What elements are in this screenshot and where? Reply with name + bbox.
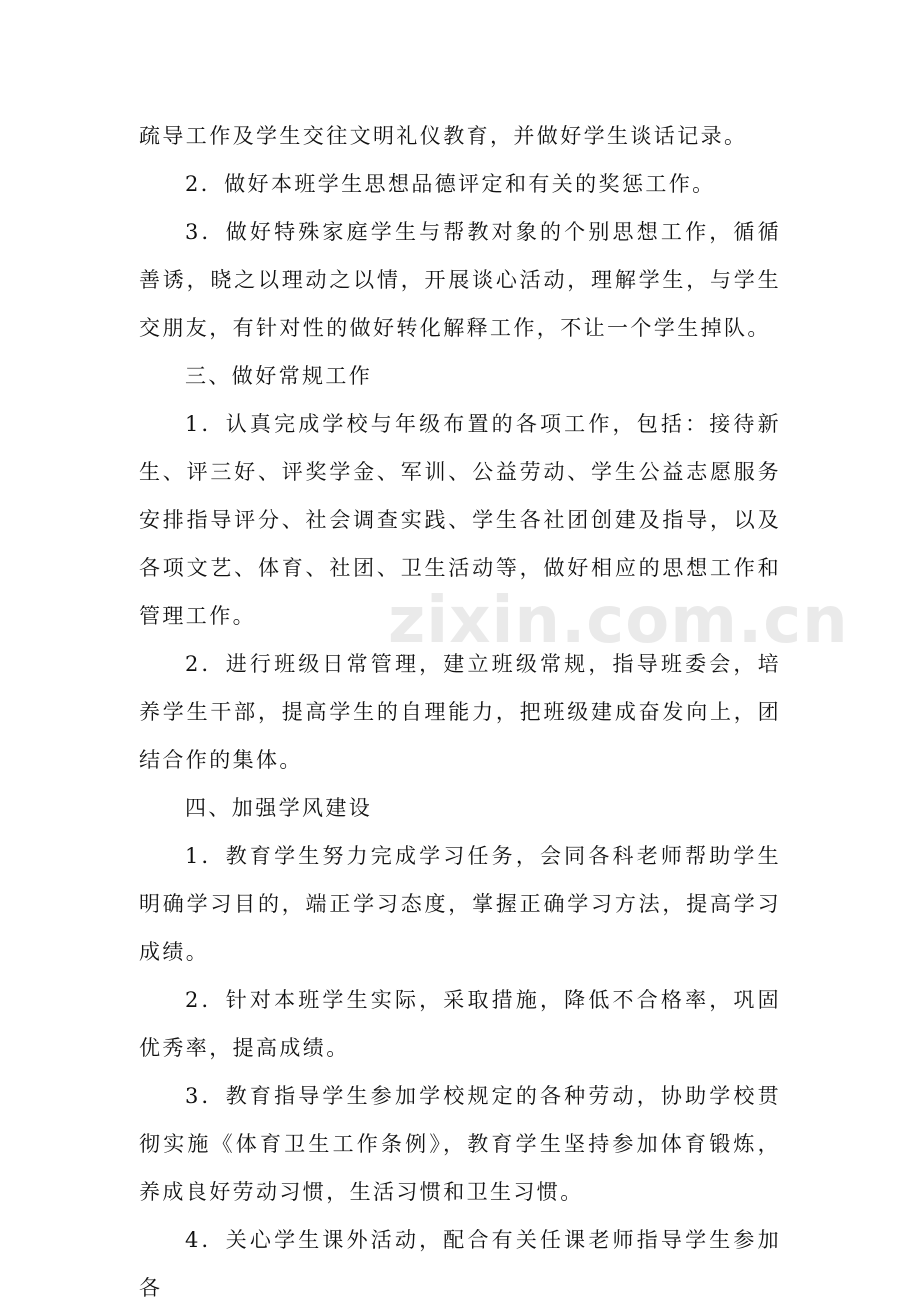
paragraph-item-1-study-tasks: 1．教育学生努力完成学习任务，会同各科老师帮助学生明确学习目的，端正学习态度，掌握正确学习方法，提高学习成绩。 [139, 844, 781, 964]
paragraph-item-2-evaluation: 2．做好本班学生思想品德评定和有关的奖惩工作。 [185, 172, 716, 196]
paragraph-item-4-extracurricular: 4．关心学生课外活动，配合有关任课老师指导学生参加各 [139, 1228, 781, 1300]
paragraph-item-2-measures: 2．针对本班学生实际，采取措施，降低不合格率，巩固优秀率，提高成绩。 [139, 988, 781, 1060]
document-body [139, 112, 781, 1312]
paragraph-item-1-school-tasks: 1．认真完成学校与年级布置的各项工作，包括：接待新生、评三好、评奖学金、军训、公益劳动、学生公益志愿服务安排指导评分、社会调查实践、学生各社团创建及指导，以及各项文艺、体育、社团、卫生活动等，做好相应的思想工作和管理工作。 [139, 412, 781, 628]
paragraph-item-3-special-families: 3．做好特殊家庭学生与帮教对象的个别思想工作，循循善诱，晓之以理动之以情，开展谈心活动，理解学生，与学生交朋友，有针对性的做好转化解释工作，不让一个学生掉队。 [139, 220, 781, 340]
watermark-text: zixin.com.cn [388, 584, 849, 658]
paragraph-continuation: 疏导工作及学生交往文明礼仪教育，并做好学生谈话记录。 [139, 124, 748, 148]
section-heading-study-style: 四、加强学风建设 [185, 796, 373, 820]
paragraph-item-3-labor-sports: 3．教育指导学生参加学校规定的各种劳动，协助学校贯彻实施《体育卫生工作条例》，教育学生坚持参加体育锻炼，养成良好劳动习惯，生活习惯和卫生习惯。 [139, 1084, 781, 1204]
section-heading-routine-work: 三、做好常规工作 [185, 364, 373, 388]
paragraph-item-2-class-management: 2．进行班级日常管理，建立班级常规，指导班委会，培养学生干部，提高学生的自理能力，把班级建成奋发向上，团结合作的集体。 [139, 652, 781, 772]
